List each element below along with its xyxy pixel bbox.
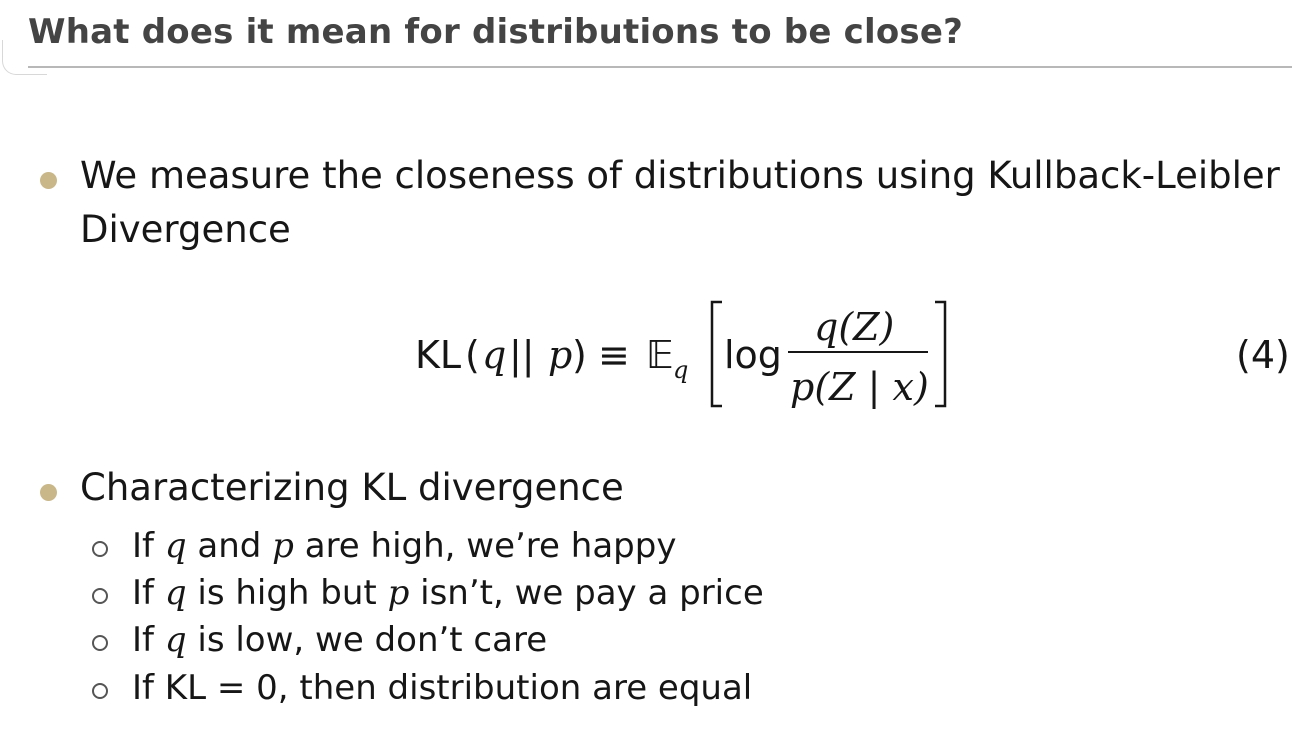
- eq-open-paren: (: [465, 333, 480, 377]
- eq-log: log: [724, 333, 782, 377]
- eq-right-bracket: [935, 302, 945, 406]
- sub-bullet-marker: [92, 588, 108, 604]
- eq-equiv: ≡: [598, 333, 630, 377]
- eq-kl: KL: [415, 333, 462, 377]
- bullet-2-text: Characterizing KL divergence: [80, 466, 624, 509]
- eq-bars: ||: [509, 333, 535, 377]
- eq-left-bracket: [712, 302, 722, 406]
- sub-bullet-marker: [92, 541, 108, 557]
- eq-q: q: [482, 333, 507, 377]
- eq-number: (4): [1236, 333, 1290, 377]
- eq-expectation: 𝔼: [646, 333, 674, 377]
- eq-close-paren: ): [572, 333, 587, 377]
- sub-item: If q is low, we don’t care: [132, 620, 548, 660]
- bullet-1-line-1: We measure the closeness of distributions using Kullback-Leibler: [80, 154, 1280, 197]
- bullet-1-line-2: Divergence: [80, 208, 291, 251]
- eq-p: p: [548, 333, 573, 377]
- sub-item: If q and p are high, we’re happy: [132, 526, 677, 566]
- slide-title: What does it mean for distributions to be close?: [28, 12, 964, 52]
- sub-item: If KL = 0, then distribution are equal: [132, 668, 753, 708]
- eq-numerator: q(Z): [814, 305, 895, 349]
- eq-sub-q: q: [673, 356, 689, 384]
- bullet-marker: [40, 172, 57, 189]
- title-divider: [28, 66, 1292, 68]
- sub-bullet-marker: [92, 683, 108, 699]
- eq-denominator: p(Z | x): [790, 365, 929, 409]
- sub-item: If q is high but p isn’t, we pay a price: [132, 573, 764, 613]
- bullet-marker: [40, 484, 57, 501]
- sub-bullet-marker: [92, 635, 108, 651]
- kl-equation: [0, 290, 1308, 420]
